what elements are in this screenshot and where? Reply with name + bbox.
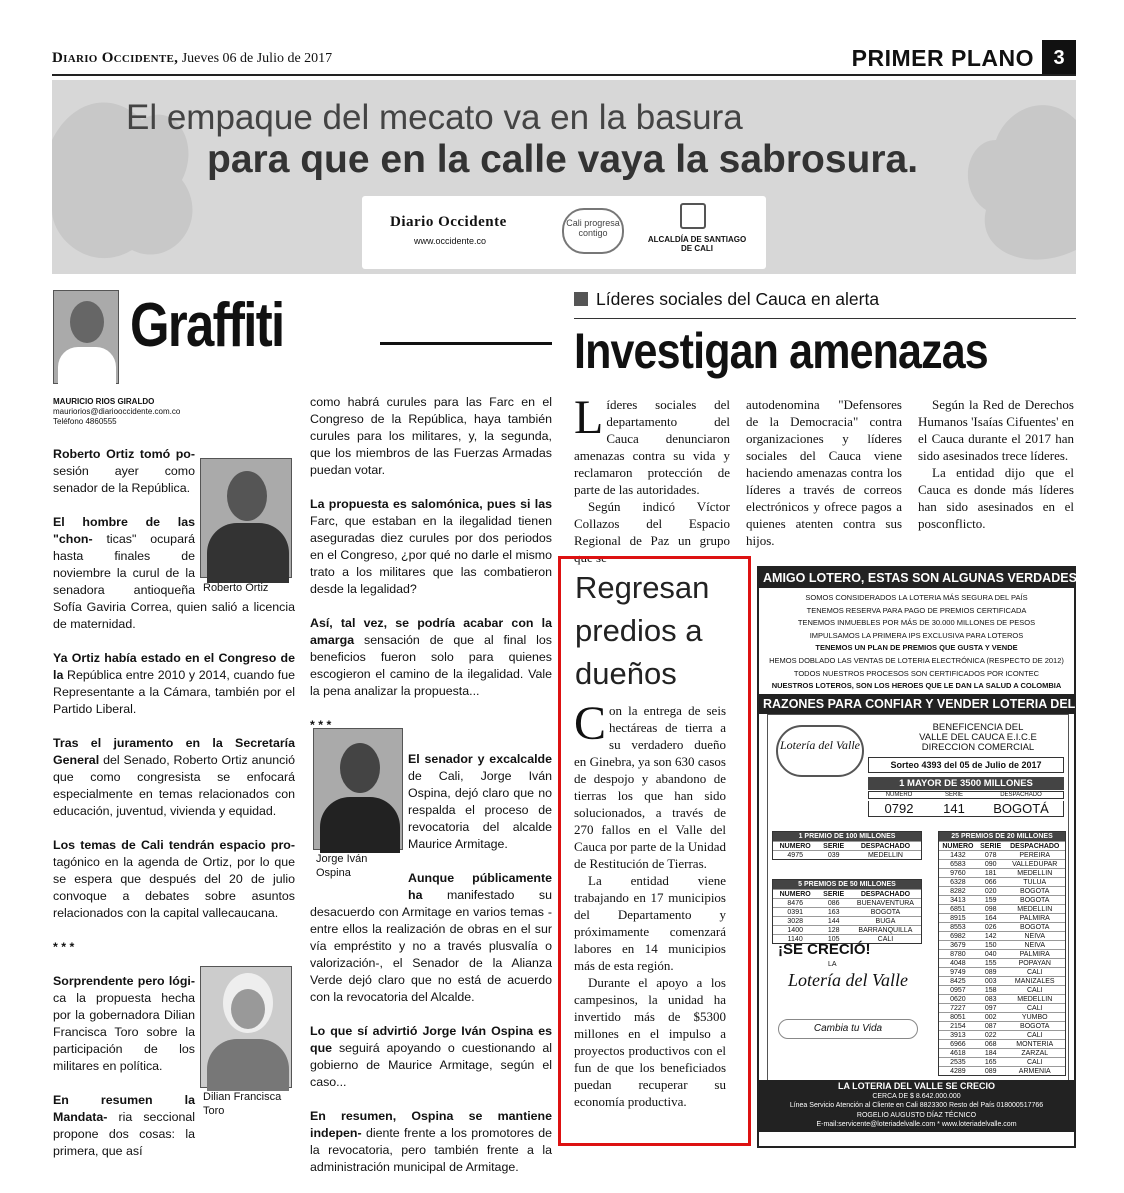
prize-cell: 6966 — [950, 1041, 966, 1048]
paper-name: Diario Occidente, — [52, 50, 179, 66]
table-row — [939, 1057, 1065, 1066]
photo-spacer-2 — [195, 973, 295, 1133]
graffiti-item — [310, 496, 552, 598]
prize-cell: 003 — [984, 978, 997, 985]
graffiti-lead: Aunque públicamente ha — [408, 871, 552, 902]
graffiti-text: manifestado su desacuerdo con Armitage en varios temas -entre ellos la realización de obras en el sur vía empréstito y no a través plusvalía o valorización-, el Senador de la Alianza Verde dejó claro que no está de acuerdo con la revocatoria del Alcalde. — [310, 888, 552, 1004]
prize-cell: 0391 — [787, 909, 803, 916]
table-row — [939, 868, 1065, 877]
lottery-truth-item: TENEMOS UN PLAN DE PREMIOS QUE GUSTA Y VENDE — [815, 643, 1018, 653]
prize-cell: 0957 — [950, 987, 966, 994]
table-row — [939, 1021, 1065, 1030]
lottery-truth-item: HEMOS DOBLADO LAS VENTAS DE LOTERIA ELECTRÓNICA (RESPECTO DE 2012) — [769, 655, 1064, 665]
prize-cell: 086 — [827, 900, 840, 907]
kicker-rule — [574, 318, 1076, 319]
prize-header-cell: SERIE — [823, 891, 845, 898]
table-row — [939, 850, 1065, 859]
graffiti-lead: En resumen la Mandata- — [53, 1093, 195, 1124]
prize-cell: CALI — [1026, 1032, 1043, 1039]
story-col3-para-2: La entidad dijo que el Cauca es donde más líderes han sido asesinados en el posconflicto. — [918, 465, 1074, 531]
table-row — [939, 967, 1065, 976]
lottery-truth-item: TENEMOS RESERVA PARA PAGO DE PREMIOS CERTIFICADA — [806, 605, 1027, 615]
table-row — [773, 898, 921, 907]
table-row — [939, 940, 1065, 949]
prize-cell: 097 — [984, 1005, 997, 1012]
prize-cell: 165 — [984, 1059, 997, 1066]
prize-cell: 089 — [984, 1068, 997, 1075]
se-crecio-la: LA — [828, 961, 837, 968]
cloud-decoration-right-icon — [916, 80, 1076, 274]
prize-cell: 6328 — [950, 879, 966, 886]
graffiti-text: ticas" ocupará hasta finales de noviembre la curul de la senadora antioqueña Sofía Gaviria Correa, quien salió a licencia de maternidad. — [53, 532, 295, 631]
prize-cell: BOGOTA — [1020, 1023, 1050, 1030]
alcaldia-shield-icon — [680, 203, 706, 229]
prize-table-title: 1 PREMIO DE 100 MILLONES — [773, 832, 921, 841]
prize-cell: CALI — [1026, 1005, 1043, 1012]
graffiti-text: tagónico en la agenda de Ortiz, por lo que se espera que después del 20 de julio convoque a debates sobre asuntos relacionados con la capital vallecaucana. — [53, 855, 295, 920]
prize-cell: 8282 — [950, 888, 966, 895]
graffiti-lead: El hombre de las "chon- — [53, 515, 195, 546]
graffiti-column-2 — [310, 394, 552, 1193]
prize-cell: 6851 — [950, 906, 966, 913]
prize-cell: 164 — [984, 915, 997, 922]
prize-cell: 4618 — [950, 1050, 966, 1057]
lottery-bar-truths: AMIGO LOTERO, ESTAS SON ALGUNAS VERDADES — [759, 568, 1074, 588]
se-crecio-logo: Lotería del Valle — [788, 970, 908, 990]
graffiti-text: República entre 2010 y 2014, cuando fue Representante a la Cámara, también por el Partido Liberal. — [53, 668, 295, 716]
graffiti-text: de Cali, Jorge Iván Ospina, dejó claro que no respalda el proceso de revocatoria del alcalde Maurice Armitage. — [408, 769, 552, 851]
prize-cell: 087 — [984, 1023, 997, 1030]
benef-line-3: DIRECCION COMERCIAL — [921, 742, 1035, 753]
prize-cell: MANIZALES — [1014, 978, 1055, 985]
graffiti-column-1 — [53, 446, 295, 1177]
table-row — [939, 922, 1065, 931]
prize-cell: MEDELLIN — [1017, 996, 1053, 1003]
footer-person: ROGELIO AUGUSTO DÍAZ TÉCNICO — [856, 1111, 977, 1119]
prize-cell: BOGOTA — [1020, 888, 1050, 895]
table-row — [773, 916, 921, 925]
prize-cell: 8425 — [950, 978, 966, 985]
prize-cell: CALI — [1026, 987, 1043, 994]
prize-table-header — [773, 889, 921, 898]
prize-cell: TULUA — [1023, 879, 1047, 886]
prize-cell: 4289 — [950, 1068, 966, 1075]
table-100-millones — [772, 831, 922, 860]
story-kicker: Líderes sociales del Cauca en alerta — [596, 289, 880, 309]
prize-cell: MEDELLIN — [1017, 870, 1053, 877]
benef-line-2: VALLE DEL CAUCA E.I.C.E — [919, 732, 1037, 743]
prize-cell: MONTERIA — [1016, 1041, 1054, 1048]
table-50-millones — [772, 879, 922, 944]
prize-cell: 150 — [984, 942, 997, 949]
prize-cell: 7227 — [950, 1005, 966, 1012]
lottery-truth-item: NUESTROS LOTEROS, SON LOS HEROES QUE LE DAN LA SALUD A COLOMBIA — [771, 681, 1062, 691]
prize-cell: 0620 — [950, 996, 966, 1003]
table-row — [939, 1012, 1065, 1021]
table-row — [939, 1030, 1065, 1039]
prize-cell: 098 — [984, 906, 997, 913]
prize-cell: 020 — [984, 888, 997, 895]
prize-cell: 6982 — [950, 933, 966, 940]
story-col1-para-2: Según indicó Víctor Collazos del Espacio Regional de Paz un grupo que se — [574, 499, 730, 565]
mayor-header — [868, 791, 1064, 799]
graffiti-text: del Senado, Roberto Ortiz anunció que como congresista se enfocará especialmente en temas relacionados con educación, juventud, vivienda y equidad. — [53, 753, 295, 818]
footer-amount: CERCA DE $ 8.642.000.000 — [872, 1092, 961, 1100]
graffiti-item — [310, 1108, 552, 1176]
author-info — [53, 397, 180, 427]
prize-cell: 8780 — [950, 951, 966, 958]
prize-cell: 1140 — [787, 936, 803, 943]
prize-cell: 128 — [827, 927, 840, 934]
photo-spacer-3 — [310, 751, 408, 901]
prize-cell: ARMENIA — [1018, 1068, 1051, 1075]
prize-header-cell: DESPACHADO — [1010, 843, 1060, 850]
prize-cell: 1400 — [787, 927, 803, 934]
section-separator: * * * — [53, 940, 75, 954]
prize-cell: 142 — [984, 933, 997, 940]
graffiti-lead: El senador y excalcalde — [408, 752, 552, 766]
graffiti-lead: Los temas de Cali tendrán espacio pro- — [53, 838, 295, 852]
prize-cell: 022 — [984, 1032, 997, 1039]
table-row — [773, 925, 921, 934]
prize-cell: CALI — [1026, 969, 1043, 976]
prize-cell: 3913 — [950, 1032, 966, 1039]
prize-cell: 089 — [984, 969, 997, 976]
author-phone: Teléfono 4860555 — [53, 417, 117, 426]
prize-header-cell: DESPACHADO — [860, 891, 911, 898]
masthead-line — [52, 50, 332, 67]
graffiti-text: ca la propuesta hecha por la gobernadora Dilian Francisca Toro sobre la participación de los militares en política. — [53, 991, 195, 1073]
table-row — [939, 985, 1065, 994]
prize-cell: 144 — [827, 918, 840, 925]
prize-cell: 181 — [984, 870, 997, 877]
prize-cell: 9749 — [950, 969, 966, 976]
graffiti-lead: Ya Ortiz había estado en el Congreso de la — [53, 651, 295, 682]
page-number: 3 — [1042, 40, 1076, 76]
lottery-truth-item: SOMOS CONSIDERADOS LA LOTERIA MÁS SEGURA DEL PAÍS — [805, 593, 1028, 602]
graffiti-item — [310, 1023, 552, 1091]
story-column-2 — [746, 396, 902, 549]
cambia-tu-vida: Cambia tu Vida — [778, 1019, 918, 1039]
prize-cell: 090 — [984, 861, 997, 868]
prize-cell: PALMIRA — [1019, 951, 1050, 958]
prize-cell: 066 — [984, 879, 997, 886]
table-row — [773, 850, 921, 859]
graffiti-item — [310, 615, 552, 700]
se-crecio-label: ¡SE CRECIÓ! — [778, 941, 871, 958]
graffiti-lead: Tras el juramento en la Secretaría General — [53, 736, 295, 767]
hdr-despachado: DESPACHADO — [1000, 792, 1042, 798]
prize-cell: 083 — [984, 996, 997, 1003]
lottery-truth-item: TENEMOS INMUEBLES POR MÁS DE 30.000 MILLONES DE PESOS — [797, 618, 1036, 628]
prize-cell: 158 — [984, 987, 997, 994]
prize-cell: PALMIRA — [1019, 915, 1050, 922]
prize-cell: 026 — [984, 924, 997, 931]
table-row — [939, 931, 1065, 940]
winner-number: 0792 — [884, 801, 914, 816]
section-name: PRIMER PLANO — [851, 44, 1034, 71]
prize-cell: 3028 — [787, 918, 803, 925]
lottery-truth-item: TODOS NUESTROS PROCESOS SON CERTIFICADOS POR ICONTEC — [793, 668, 1040, 678]
section-label — [852, 40, 1076, 76]
prize-header-cell: NUMERO — [779, 891, 811, 898]
hdr-serie: SERIE — [944, 792, 963, 798]
author-name: MAURICIO RIOS GIRALDO — [53, 397, 155, 406]
lottery-truths-list — [759, 588, 1074, 697]
graffiti-text: seguirá apoyando o cuestionando al gobierno de Maurice Armitage, según el caso... — [310, 1041, 552, 1089]
loteria-logo: Lotería del Valle — [776, 725, 864, 777]
prize-cell: MEDELLIN — [867, 852, 903, 859]
story-headline: Investigan amenazas — [574, 323, 988, 379]
table-row — [939, 949, 1065, 958]
caption-ortiz: Roberto Ortiz — [203, 582, 269, 594]
graffiti-item — [53, 650, 295, 718]
story-column-3 — [918, 396, 1074, 532]
footer-title: LA LOTERIA DEL VALLE SE CRECIO — [837, 1081, 995, 1091]
graffiti-text: sesión ayer como senador de la República. — [53, 464, 195, 495]
kicker-square-icon — [574, 292, 588, 306]
prize-header-cell: SERIE — [980, 843, 1002, 850]
ad-line-2: para que en la calle vaya la sabrosura. — [207, 138, 919, 181]
author-photo — [53, 290, 119, 384]
photo-spacer — [195, 446, 295, 586]
table-row — [939, 994, 1065, 1003]
prize-cell: 2154 — [950, 1023, 966, 1030]
prize-cell: 8051 — [950, 1014, 966, 1021]
advertisement-banner — [52, 80, 1076, 274]
prize-table-header — [939, 841, 1065, 850]
graffiti-lead: Roberto Ortiz tomó po- — [53, 447, 195, 461]
prize-cell: 8476 — [787, 900, 803, 907]
caption-ospina-name: Jorge Iván — [316, 853, 368, 865]
prize-cell: 3679 — [950, 942, 966, 949]
table-row — [939, 976, 1065, 985]
prize-cell: CALI — [1026, 1059, 1043, 1066]
table-row — [939, 895, 1065, 904]
graffiti-title: Graffiti — [130, 291, 284, 360]
prize-cell: 1432 — [950, 852, 966, 859]
graffiti-lead: En resumen, Ospina se mantiene indepen- — [310, 1109, 552, 1140]
graffiti-text: Farc, que estaban en la ilegalidad tienen aseguradas diez curules por dos periodos en el Congreso, ¿por qué no darle el mismo trato a los militares que las combatieron desde la legalidad? — [310, 514, 552, 596]
predios-body — [574, 697, 726, 1110]
prize-cell: BOGOTA — [870, 909, 901, 916]
prize-cell: BOGOTA — [1020, 924, 1050, 931]
table-20-millones — [938, 831, 1066, 1076]
sorteo-label: Sorteo 4393 del 05 de Julio de 2017 — [868, 757, 1064, 773]
prize-cell: 002 — [984, 1014, 997, 1021]
graffiti-lead: Sorprendente pero lógi- — [53, 974, 195, 988]
lottery-results-panel — [767, 714, 1069, 1114]
prize-cell: 2535 — [950, 1059, 966, 1066]
table-row — [939, 1003, 1065, 1012]
prize-header-cell: NUMERO — [942, 843, 974, 850]
diario-occidente-logo: Diario Occidente — [390, 214, 507, 230]
diario-occidente-url: www.occidente.co — [414, 236, 487, 246]
prize-cell: 8915 — [950, 915, 966, 922]
alcaldia-label: ALCALDÍA DE SANTIAGO DE CALI — [647, 235, 747, 253]
story-col2-para: autodenomina "Defensores de la Democracia" contra organizaciones y líderes sociales del Cauca viene haciendo amenazas contra los líderes a través de correos electrónicos y ofrece pagos a quienes atenten contra sus hijos. — [746, 397, 902, 548]
caption-toro-name: Dilian Francisca — [203, 1091, 282, 1103]
table-row — [939, 859, 1065, 868]
ad-logos — [362, 196, 766, 269]
header-rule — [52, 74, 1076, 76]
hdr-numero: NUMERO — [885, 792, 913, 798]
prize-cell: POPAYAN — [1018, 960, 1051, 967]
predios-para-3: Durante el apoyo a los campesinos, la unidad ha invertido más de $5300 millones en el impulso a proyectos productivos con el fun de que los beneficiados puedan recuperar su economía productiva. — [574, 975, 726, 1109]
table-row — [939, 904, 1065, 913]
mayor-label: 1 MAYOR DE 3500 MILLONES — [868, 777, 1064, 790]
caption-ospina-surname: Ospina — [316, 867, 351, 879]
prize-table-header — [773, 841, 921, 850]
prize-cell: 163 — [827, 909, 840, 916]
story-dropcap: L — [574, 391, 604, 444]
story-col3-para: Según la Red de Derechos Humanos 'Isaías Cifuentes' en el Cauca durante el 2017 han sido asesinados trece líderes. — [918, 397, 1074, 463]
prize-cell: 184 — [984, 1050, 997, 1057]
table-row — [939, 877, 1065, 886]
graffiti-item — [310, 394, 552, 479]
prize-cell: 105 — [827, 936, 840, 943]
mayor-winner — [868, 801, 1064, 817]
table-row — [939, 913, 1065, 922]
graffiti-lead: Lo que sí advirtió Jorge Iván Ospina es que — [310, 1024, 552, 1055]
page-header — [52, 40, 1076, 76]
section-separator: * * * — [310, 718, 332, 732]
graffiti-text: como habrá curules para las Farc en el Congreso de la República, haya también curules para los militares, y, la segunda, que los miembros de las Fuerzas Armadas puedan votar. — [310, 395, 552, 477]
beneficencia-label — [898, 723, 1058, 753]
prize-cell: 078 — [984, 852, 997, 859]
prize-cell: MEDELLIN — [1017, 906, 1053, 913]
graffiti-item — [53, 735, 295, 820]
benef-line-1: BENEFICENCIA DEL — [932, 722, 1024, 733]
title-rule — [380, 342, 552, 345]
predios-para-1: on la entrega de seis hectáreas de tierra a su verdadero dueño en Ginebra, ya son 630 casos de despojo y abandono de tierras los que han sido solucionados, a través de 270 fallos en el Valle del Cauca por parte de la Unidad de Restitución de Tierras. — [574, 703, 726, 871]
prize-cell: 068 — [984, 1041, 997, 1048]
prize-cell: 4975 — [787, 852, 803, 859]
prize-header-cell: SERIE — [823, 843, 845, 850]
table-row — [939, 1039, 1065, 1048]
table-row — [773, 907, 921, 916]
prize-cell: 155 — [984, 960, 997, 967]
author-email: mauriorios@diariooccidente.com.co — [53, 407, 181, 416]
prize-cell: NEIVA — [1024, 933, 1045, 940]
winner-series: 141 — [943, 801, 965, 816]
table-row — [939, 886, 1065, 895]
lottery-bar-reasons: RAZONES PARA CONFIAR Y VENDER LOTERIA DEL VALLE — [759, 694, 1074, 714]
prize-cell: CALI — [877, 936, 894, 943]
story-col1-para: íderes sociales del departamento del Cauca denunciaron amenazas contra su vida y reclamaron protección de parte de las autoridades. — [574, 397, 730, 497]
prize-cell: NEIVA — [1024, 942, 1045, 949]
lottery-truth-item: IMPULSAMOS LA PRIMERA IPS EXCLUSIVA PARA LOTEROS — [809, 630, 1024, 640]
table-row — [939, 1048, 1065, 1057]
prize-cell: VALLEDUPAR — [1012, 861, 1058, 868]
table-row — [939, 1066, 1065, 1075]
prize-cell: ZARZAL — [1021, 1050, 1049, 1057]
prize-cell: PEREIRA — [1019, 852, 1051, 859]
prize-cell: BUENAVENTURA — [856, 900, 914, 907]
graffiti-text: diente frente a los promotores de la revocatoria, pero también frente a la administración municipal de Armitage. — [310, 1126, 552, 1174]
prize-table-title: 25 PREMIOS DE 20 MILLONES — [939, 832, 1065, 841]
prize-table-title: 5 PREMIOS DE 50 MILLONES — [773, 880, 921, 889]
predios-dropcap: C — [574, 697, 607, 750]
prize-cell: YUMBO — [1021, 1014, 1048, 1021]
story-column-1 — [574, 391, 730, 566]
lottery-advertisement — [757, 566, 1119, 1148]
predios-headline: Regresan predios a dueños — [575, 570, 710, 691]
prize-cell: 039 — [827, 852, 840, 859]
footer-email: E-mail:servicente@loteriadelvalle.com * www.loteriadelvalle.com — [816, 1121, 1017, 1128]
graffiti-text: ria seccional propone dos cosas: la primera, que así — [53, 1110, 195, 1158]
cali-progresa-logo: Cali progresa contigo — [562, 208, 624, 254]
prize-header-cell: DESPACHADO — [860, 843, 911, 850]
predios-para-2: La entidad viene trabajando en 17 municipios del Departamento y próximamente comenzará labores en 14 municipios más de esta región. — [574, 873, 726, 973]
prize-cell: 6583 — [950, 861, 966, 868]
graffiti-text: sensación de que al final los beneficios fueron solo para quienes escogieron el camino de la ilegalidad. Vale la pena analizar la propuesta... — [310, 633, 552, 698]
footer-contact: Línea Servicio Atención al Cliente en Cali 8823300 Resto del País 018000517766 — [789, 1102, 1044, 1109]
table-row — [939, 958, 1065, 967]
graffiti-lead: La propuesta es salomónica, pues si las — [310, 497, 552, 511]
ad-line-1: El empaque del mecato va en la basura — [126, 98, 743, 137]
prize-cell: BUGA — [875, 918, 896, 925]
prize-cell: 159 — [984, 897, 997, 904]
prize-cell: BOGOTA — [1020, 897, 1050, 904]
prize-header-cell: NUMERO — [779, 843, 811, 850]
caption-toro-surname: Toro — [203, 1105, 225, 1117]
prize-cell: 9760 — [950, 870, 966, 877]
prize-cell: 8553 — [950, 924, 966, 931]
winner-city: BOGOTÁ — [993, 801, 1049, 816]
issue-date: Jueves 06 de Julio de 2017 — [181, 51, 333, 66]
lottery-footer — [759, 1080, 1074, 1132]
graffiti-item — [53, 837, 295, 922]
prize-cell: 040 — [984, 951, 997, 958]
graffiti-lead: Así, tal vez, se podría acabar con la amarga — [310, 616, 552, 647]
prize-cell: 4048 — [950, 960, 966, 967]
prize-cell: BARRANQUILLA — [858, 927, 913, 934]
prize-cell: 3413 — [950, 897, 966, 904]
